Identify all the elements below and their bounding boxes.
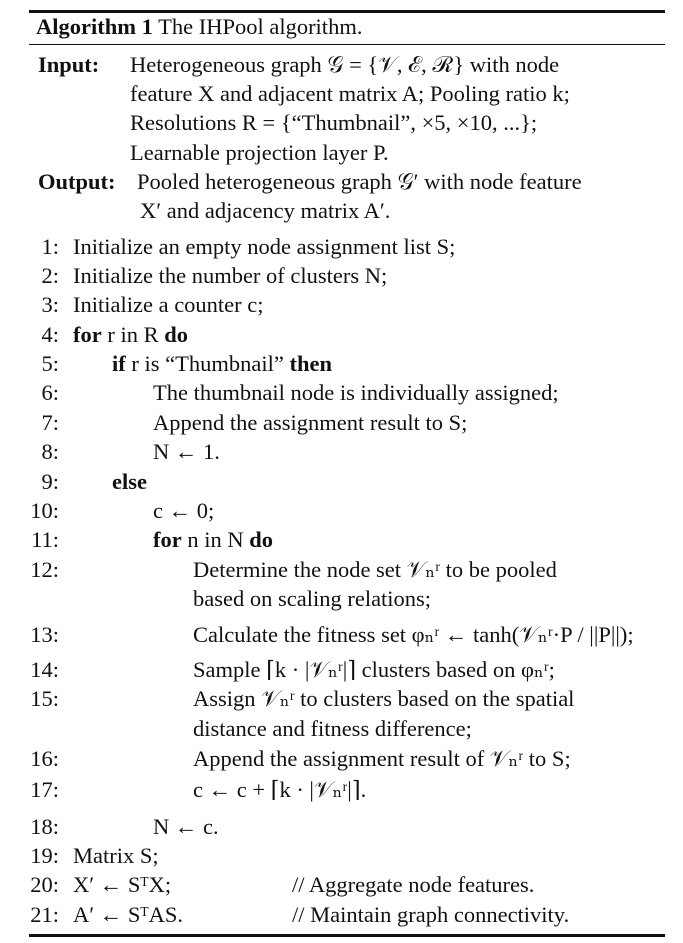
step-11: for n in N do bbox=[153, 527, 273, 552]
line-number-10: 10: bbox=[30, 498, 59, 523]
input-text-1: Heterogeneous graph 𝒢 = {𝒱, ℰ, ℛ} with node bbox=[130, 52, 560, 77]
line-number-19: 19: bbox=[30, 843, 59, 868]
step-6: The thumbnail node is individually assigned; bbox=[153, 380, 559, 405]
step-14: Sample ⌈k · |𝒱ₙʳ|⌉ clusters based on φₙʳ; bbox=[193, 657, 555, 682]
line-number-18: 18: bbox=[30, 814, 59, 839]
step-3: Initialize a counter c; bbox=[73, 292, 264, 317]
line-number-4: 4: bbox=[41, 322, 59, 347]
step-10: c ← 0; bbox=[153, 498, 215, 523]
step-1: Initialize an empty node assignment list S; bbox=[73, 234, 456, 259]
step-15: Assign 𝒱ₙʳ to clusters based on the spatial bbox=[193, 686, 575, 711]
line-number-14: 14: bbox=[30, 657, 59, 682]
step-12-cont: based on scaling relations; bbox=[193, 586, 432, 611]
algorithm-title: The IHPool algorithm. bbox=[158, 14, 363, 39]
step-18: N ← c. bbox=[153, 814, 219, 839]
bottom-rule bbox=[29, 934, 665, 937]
line-number-6: 6: bbox=[41, 380, 59, 405]
output-key: Output: bbox=[38, 169, 116, 194]
line-number-17: 17: bbox=[30, 777, 59, 802]
line-number-21: 21: bbox=[30, 902, 59, 927]
step-12: Determine the node set 𝒱ₙʳ to be pooled bbox=[193, 557, 557, 582]
step-9: else bbox=[112, 469, 147, 494]
line-number-3: 3: bbox=[41, 292, 59, 317]
line-number-20: 20: bbox=[30, 872, 59, 897]
algorithm-label: Algorithm 1 bbox=[36, 14, 153, 39]
step-15-cont: distance and fitness difference; bbox=[193, 716, 472, 741]
line-number-13: 13: bbox=[30, 622, 59, 647]
step-21-comment: // Maintain graph connectivity. bbox=[292, 902, 570, 927]
line-number-8: 8: bbox=[41, 439, 59, 464]
output-line-1 bbox=[38, 167, 116, 196]
input-text-4: Learnable projection layer P. bbox=[130, 140, 389, 165]
output-text-1: Pooled heterogeneous graph 𝒢′ with node feature bbox=[137, 169, 582, 194]
caption-rule bbox=[29, 44, 665, 45]
step-4: for r in R do bbox=[73, 322, 189, 347]
output-text-2: X′ and adjacency matrix A′. bbox=[140, 198, 391, 223]
step-19: Matrix S; bbox=[73, 843, 159, 868]
line-number-15: 15: bbox=[30, 686, 59, 711]
input-text-2: feature X and adjacent matrix A; Pooling ratio k; bbox=[130, 81, 570, 106]
step-21: A′ ← SᵀAS. bbox=[73, 902, 183, 927]
input-line-1 bbox=[38, 50, 99, 79]
step-17: c ← c + ⌈k · |𝒱ₙʳ|⌉. bbox=[193, 777, 367, 802]
input-key: Input: bbox=[38, 52, 100, 77]
step-20: X′ ← SᵀX; bbox=[73, 872, 172, 897]
line-number-1: 1: bbox=[41, 234, 59, 259]
line-number-11: 11: bbox=[31, 527, 59, 552]
line-number-16: 16: bbox=[30, 746, 59, 771]
algorithm-caption bbox=[36, 12, 362, 42]
line-number-9: 9: bbox=[41, 469, 59, 494]
line-number-7: 7: bbox=[41, 410, 59, 435]
step-8: N ← 1. bbox=[153, 439, 220, 464]
step-2: Initialize the number of clusters N; bbox=[73, 263, 388, 288]
step-16: Append the assignment result of 𝒱ₙʳ to S; bbox=[193, 746, 571, 771]
step-13: Calculate the fitness set φₙʳ ← tanh(𝒱ₙʳ·P / ||P||); bbox=[193, 622, 634, 647]
line-number-12: 12: bbox=[30, 557, 59, 582]
input-text-3: Resolutions R = {“Thumbnail”, ×5, ×10, ...}; bbox=[130, 110, 538, 135]
step-20-comment: // Aggregate node features. bbox=[292, 872, 535, 897]
step-7: Append the assignment result to S; bbox=[153, 410, 468, 435]
step-5: if r is “Thumbnail” then bbox=[112, 351, 332, 376]
line-number-2: 2: bbox=[41, 263, 59, 288]
line-number-5: 5: bbox=[41, 351, 59, 376]
